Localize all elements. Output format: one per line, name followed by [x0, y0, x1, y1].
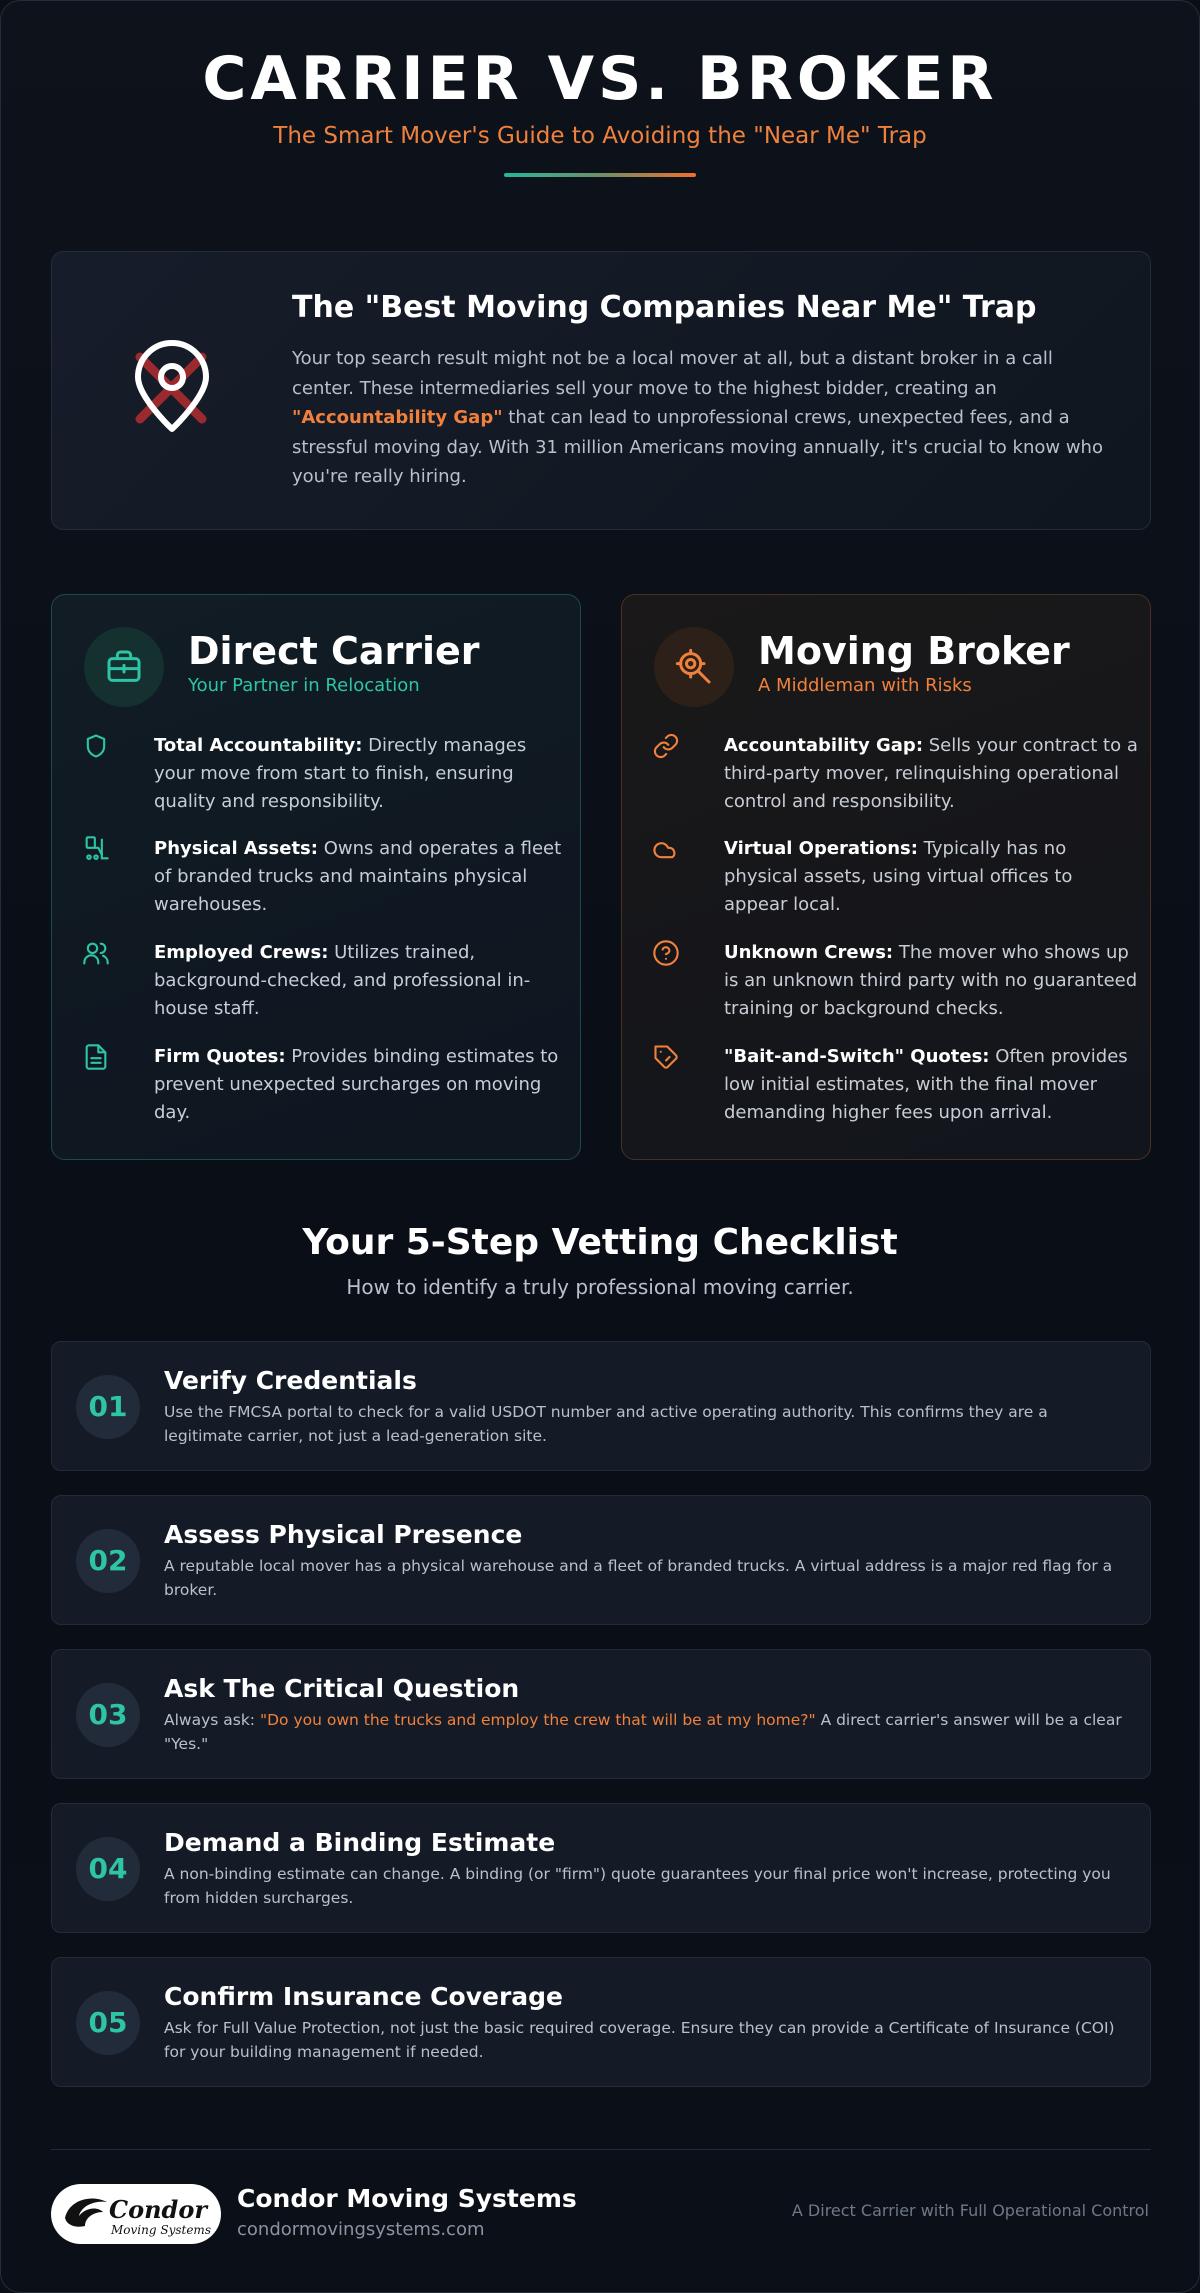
broker-badge	[654, 627, 734, 707]
item-text: The mover who shows up is an unknown third party with no guaranteed training or background checks.	[724, 942, 1138, 1019]
step-number: 03	[76, 1683, 140, 1747]
item-text: Owns and operates a fleet of branded trucks and maintains physical warehouses.	[154, 838, 562, 915]
item-text: Often provides low initial estimates, with the final mover demanding higher fees upon arrival.	[724, 1046, 1128, 1123]
question-circle-icon	[652, 939, 680, 967]
carrier-tagline: Your Partner in Relocation	[188, 675, 420, 696]
checklist-step	[51, 1957, 1151, 2087]
item-label: "Bait-and-Switch" Quotes:	[724, 1046, 990, 1067]
item-label: Firm Quotes:	[154, 1046, 286, 1067]
hero-header	[1, 41, 1199, 177]
step-text: A non-binding estimate can change. A binding (or "firm") quote guarantees your final price won't increase, protecting you from hidden surcharges.	[164, 1865, 1111, 1907]
trap-body-text-end: that can lead to unprofessional crews, unexpected fees, and a stressful moving day. With 31 million Americans moving annually, it's crucial to know who you're really hiring.	[292, 407, 1103, 487]
checklist-step	[51, 1649, 1151, 1779]
accountability-gap-highlight: "Accountability Gap"	[292, 407, 503, 428]
map-pin-x-icon	[122, 337, 222, 437]
step-title: Assess Physical Presence	[164, 1520, 523, 1549]
company-url[interactable]: condormovingsystems.com	[237, 2219, 485, 2240]
trap-body	[292, 344, 1112, 492]
forklift-icon	[82, 835, 110, 863]
item-label: Virtual Operations:	[724, 838, 918, 859]
users-icon	[82, 939, 110, 967]
step-title: Demand a Binding Estimate	[164, 1828, 556, 1857]
trap-card	[51, 251, 1151, 530]
price-tag-icon	[652, 1043, 680, 1071]
item-text: Sells your contract to a third-party mover, relinquishing operational control and responsibility.	[724, 735, 1138, 812]
carrier-badge	[84, 627, 164, 707]
checklist-title: Your 5-Step Vetting Checklist	[302, 1222, 898, 1263]
item-text: Directly manages your move from start to finish, ensuring quality and responsibility.	[154, 735, 527, 812]
shield-icon	[82, 732, 110, 760]
checklist-subtitle: How to identify a truly professional moving carrier.	[346, 1275, 854, 1299]
footer-divider	[51, 2149, 1151, 2150]
checklist-step	[51, 1803, 1151, 1933]
step-title: Verify Credentials	[164, 1366, 417, 1395]
item-text: Utilizes trained, background-checked, and professional in-house staff.	[154, 942, 531, 1019]
link-icon	[652, 732, 680, 760]
item-label: Total Accountability:	[154, 735, 363, 756]
search-gear-icon	[674, 647, 714, 687]
direct-carrier-card	[51, 594, 581, 1160]
checklist-step	[51, 1495, 1151, 1625]
trap-title: The "Best Moving Companies Near Me" Trap	[292, 290, 1037, 325]
carrier-title: Direct Carrier	[188, 629, 480, 673]
step-text	[164, 1708, 1124, 1756]
document-icon	[82, 1043, 110, 1071]
critical-question-quote: "Do you own the trucks and employ the crew that will be at my home?"	[259, 1711, 816, 1729]
page-subtitle: The Smart Mover's Guide to Avoiding the "Near Me" Trap	[273, 123, 927, 149]
title-divider	[504, 173, 696, 177]
item-text: Typically has no physical assets, using virtual offices to appear local.	[724, 838, 1073, 915]
step-text-tail: A direct carrier's answer will be a clear "Yes."	[164, 1711, 1122, 1753]
toolbox-icon	[104, 647, 144, 687]
item-label: Physical Assets:	[154, 838, 318, 859]
logo-wordmark: Condor	[109, 2195, 207, 2224]
step-text: A reputable local mover has a physical warehouse and a fleet of branded trucks. A virtual address is a major red flag for a broker.	[164, 1557, 1113, 1599]
step-text: Ask for Full Value Protection, not just the basic required coverage. Ensure they can provide a Certificate of Insurance (COI) for your building management if needed.	[164, 2019, 1115, 2061]
footer-tagline: A Direct Carrier with Full Operational Control	[791, 2201, 1149, 2220]
page-title: CARRIER VS. BROKER	[202, 44, 998, 114]
checklist-header	[1, 1219, 1199, 1299]
company-name: Condor Moving Systems	[237, 2184, 577, 2213]
trap-body-text: Your top search result might not be a local mover at all, but a distant broker in a call center. These intermediaries sell your move to the highest bidder, creating an	[292, 348, 1053, 399]
step-number: 05	[76, 1991, 140, 2055]
condor-logo-mark	[51, 2184, 221, 2244]
cloud-icon	[652, 835, 680, 863]
step-title: Confirm Insurance Coverage	[164, 1982, 564, 2011]
step-text: Use the FMCSA portal to check for a valid USDOT number and active operating authority. This confirms they are a legitimate carrier, not just a lead-generation site.	[164, 1403, 1048, 1445]
step-title: Ask The Critical Question	[164, 1674, 520, 1703]
item-label: Unknown Crews:	[724, 942, 894, 963]
company-logo	[51, 2184, 221, 2244]
checklist-step	[51, 1341, 1151, 1471]
broker-tagline: A Middleman with Risks	[758, 675, 972, 696]
step-text-lead: Always ask:	[164, 1711, 260, 1729]
step-number: 01	[76, 1375, 140, 1439]
moving-broker-card	[621, 594, 1151, 1160]
item-label: Accountability Gap:	[724, 735, 924, 756]
broker-title: Moving Broker	[758, 629, 1070, 673]
item-text: Provides binding estimates to prevent unexpected surcharges on moving day.	[154, 1046, 559, 1123]
step-number: 02	[76, 1529, 140, 1593]
item-label: Employed Crews:	[154, 942, 329, 963]
step-number: 04	[76, 1837, 140, 1901]
logo-subtext: Moving Systems	[111, 2223, 211, 2237]
